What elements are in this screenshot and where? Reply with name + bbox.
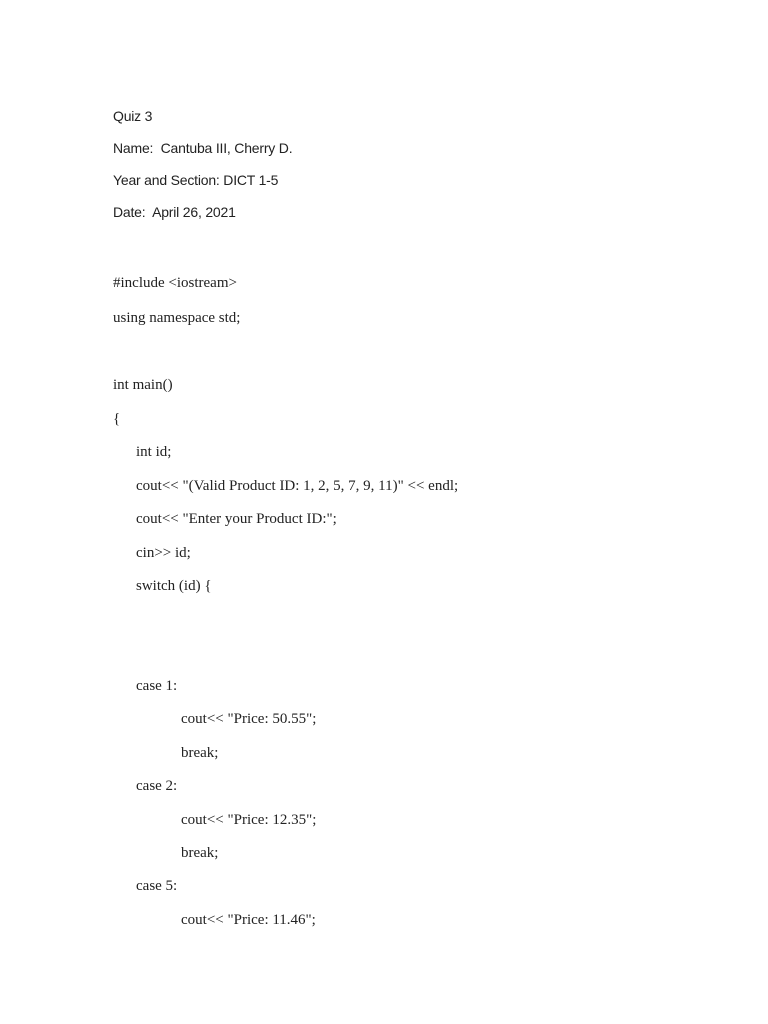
code-case-1-cout: cout<< "Price: 50.55"; (181, 711, 317, 727)
quiz-title: Quiz 3 (113, 108, 153, 124)
code-main-signature: int main() (113, 377, 173, 393)
code-case-5: case 5: (136, 878, 178, 894)
code-case-5-cout: cout<< "Price: 11.46"; (181, 912, 316, 928)
code-case-2: case 2: (136, 778, 178, 794)
code-case-1: case 1: (136, 678, 178, 694)
code-cin-id: cin>> id; (136, 545, 191, 561)
date-line: Date: April 26, 2021 (113, 204, 236, 220)
code-using: using namespace std; (113, 310, 241, 326)
code-cout-valid: cout<< "(Valid Product ID: 1, 2, 5, 7, 9, 11)" << endl; (136, 478, 459, 494)
section-line: Year and Section: DICT 1-5 (113, 172, 279, 188)
code-case-2-cout: cout<< "Price: 12.35"; (181, 812, 317, 828)
code-cout-enter: cout<< "Enter your Product ID:"; (136, 511, 337, 527)
name-line: Name: Cantuba III, Cherry D. (113, 140, 293, 156)
code-decl-id: int id; (136, 444, 172, 460)
code-open-brace: { (113, 411, 121, 427)
code-switch-open: switch (id) { (136, 578, 212, 594)
code-include: #include <iostream> (113, 275, 237, 291)
code-case-1-break: break; (181, 745, 219, 761)
code-case-2-break: break; (181, 845, 219, 861)
